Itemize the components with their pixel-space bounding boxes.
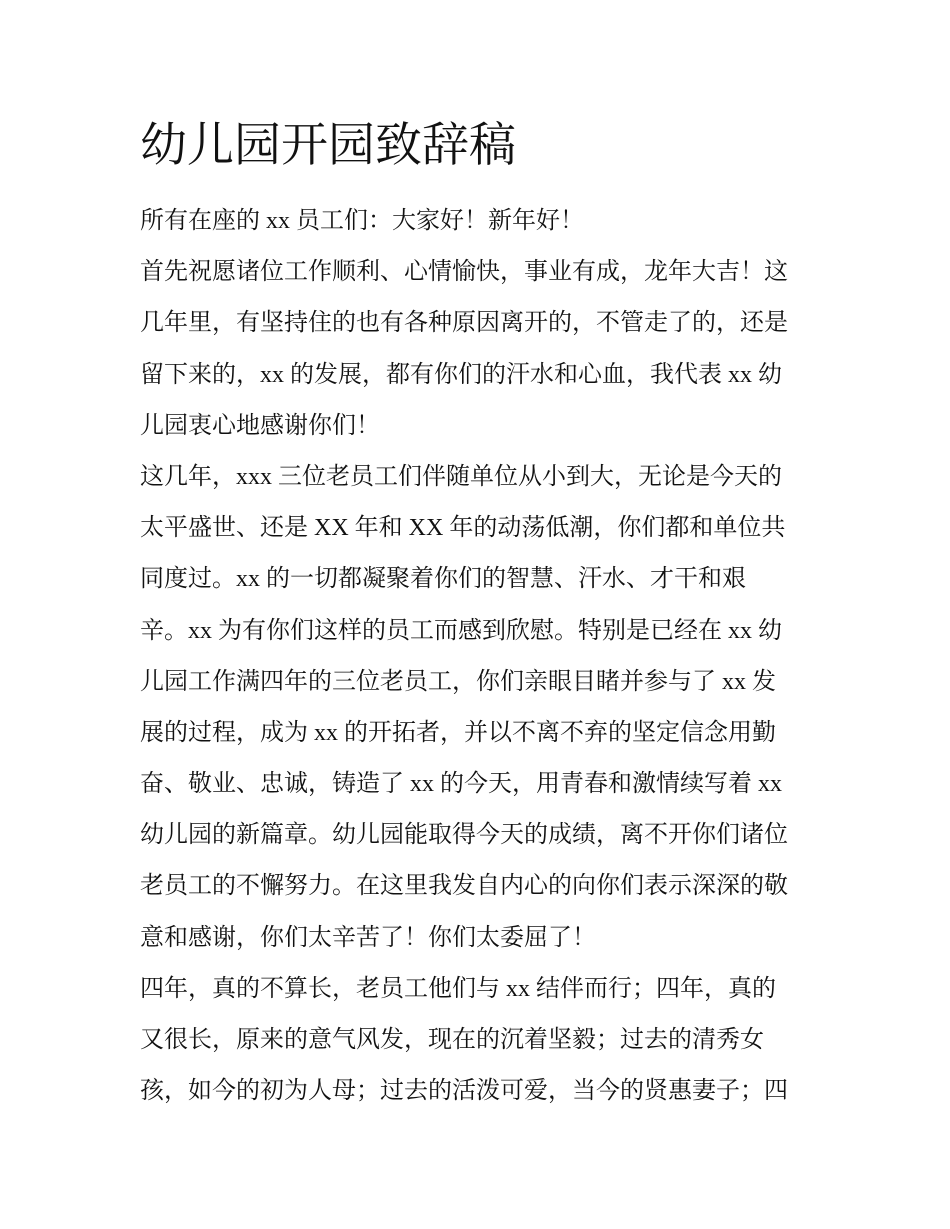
body-line: 儿园衷心地感谢你们！ — [140, 412, 380, 439]
body-line: 几年里，有坚持住的也有各种原因离开的，不管走了的，还是 — [140, 310, 788, 337]
body-line: 辛。xx 为有你们这样的员工而感到欣慰。特别是已经在 xx 幼 — [140, 617, 782, 644]
body-line: 老员工的不懈努力。在这里我发自内心的向你们表示深深的敬 — [140, 873, 788, 900]
body-line: 展的过程，成为 xx 的开拓者，并以不离不弃的坚定信念用勤 — [140, 719, 776, 746]
body-line: 同度过。xx 的一切都凝聚着你们的智慧、汗水、才干和艰 — [140, 566, 746, 593]
body-line: 所有在座的 xx 员工们：大家好！新年好！ — [140, 208, 584, 234]
body-line: 太平盛世、还是 XX 年和 XX 年的动荡低潮，你们都和单位共 — [140, 515, 786, 542]
body-line: 四年，真的不算长，老员工他们与 xx 结伴而行；四年，真的 — [140, 975, 776, 1002]
body-line: 又很长，原来的意气风发，现在的沉着坚毅；过去的清秀女 — [140, 1027, 764, 1053]
body-line: 孩，如今的初为人母；过去的活泼可爱，当今的贤惠妻子；四 — [140, 1078, 788, 1105]
body-line: 儿园工作满四年的三位老员工，你们亲眼目睹并参与了 xx 发 — [140, 668, 776, 695]
body-line: 意和感谢，你们太辛苦了！你们太委屈了！ — [140, 924, 596, 951]
body-line: 这几年，xxx 三位老员工们伴随单位从小到大，无论是今天的 — [140, 463, 782, 490]
document-body — [140, 196, 820, 1117]
document-title: 幼儿园开园致辞稿 — [140, 118, 516, 173]
body-line: 首先祝愿诸位工作顺利、心情愉快，事业有成，龙年大吉！这 — [140, 259, 788, 286]
body-line: 留下来的，xx 的发展，都有你们的汗水和心血，我代表 xx 幼 — [140, 361, 782, 388]
body-line: 幼儿园的新篇章。幼儿园能取得今天的成绩，离不开你们诸位 — [140, 822, 788, 849]
body-line: 奋、敬业、忠诚，铸造了 xx 的今天，用青春和激情续写着 xx — [140, 771, 782, 798]
